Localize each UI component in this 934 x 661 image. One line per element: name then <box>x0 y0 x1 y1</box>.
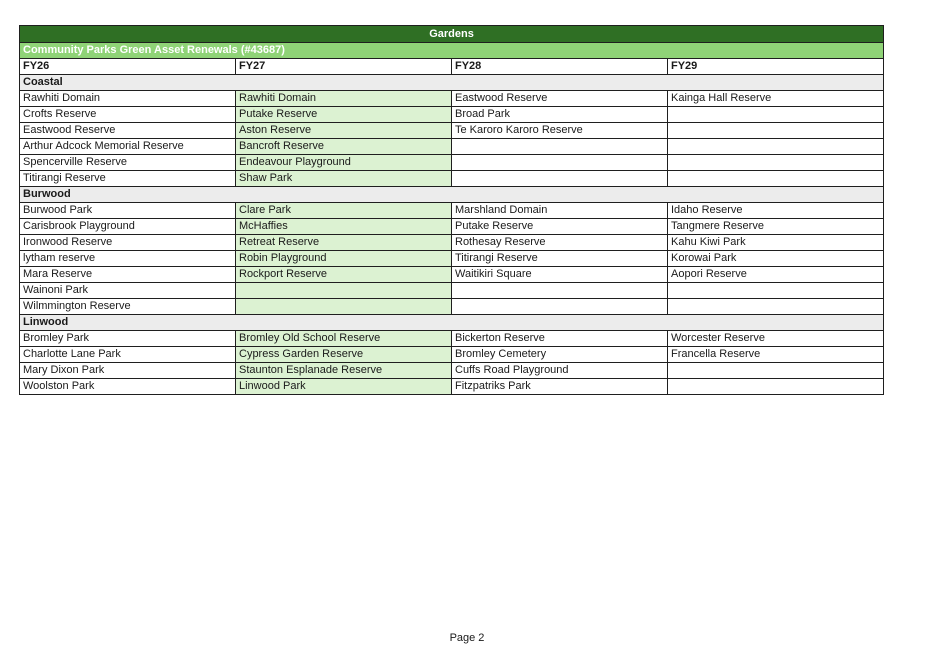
table-cell-fy29: Kainga Hall Reserve <box>668 91 884 107</box>
table-cell-fy26: Mara Reserve <box>20 267 236 283</box>
table-cell-fy28: Te Karoro Karoro Reserve <box>452 123 668 139</box>
table-row <box>20 363 884 379</box>
table-cell-fy28: Putake Reserve <box>452 219 668 235</box>
table-cell-fy28 <box>452 283 668 299</box>
section-header-row <box>20 315 884 331</box>
table-cell-fy29 <box>668 299 884 315</box>
table-row <box>20 235 884 251</box>
table-cell-fy26: Charlotte Lane Park <box>20 347 236 363</box>
gardens-table-body <box>20 26 884 395</box>
table-cell-fy26: Eastwood Reserve <box>20 123 236 139</box>
table-cell-fy26: Spencerville Reserve <box>20 155 236 171</box>
section-header-row <box>20 187 884 203</box>
year-header-row <box>20 59 884 75</box>
table-cell-fy29: Francella Reserve <box>668 347 884 363</box>
section-name: Linwood <box>20 315 884 331</box>
table-row <box>20 91 884 107</box>
section-name: Burwood <box>20 187 884 203</box>
table-cell-fy27 <box>236 299 452 315</box>
table-cell-fy28: Cuffs Road Playground <box>452 363 668 379</box>
table-cell-fy26: Crofts Reserve <box>20 107 236 123</box>
table-cell-fy27: Robin Playground <box>236 251 452 267</box>
gardens-table <box>19 25 884 395</box>
table-row <box>20 171 884 187</box>
table-row <box>20 155 884 171</box>
table-cell-fy26: Wainoni Park <box>20 283 236 299</box>
table-cell-fy26: Mary Dixon Park <box>20 363 236 379</box>
table-cell-fy27: Linwood Park <box>236 379 452 395</box>
table-cell-fy28 <box>452 155 668 171</box>
table-cell-fy29: Tangmere Reserve <box>668 219 884 235</box>
section-name: Coastal <box>20 75 884 91</box>
table-row <box>20 123 884 139</box>
table-cell-fy26: Wilmmington Reserve <box>20 299 236 315</box>
table-cell-fy27: Bancroft Reserve <box>236 139 452 155</box>
table-cell-fy28: Eastwood Reserve <box>452 91 668 107</box>
table-cell-fy28: Titirangi Reserve <box>452 251 668 267</box>
table-cell-fy29: Kahu Kiwi Park <box>668 235 884 251</box>
table-cell-fy29 <box>668 139 884 155</box>
table-cell-fy29 <box>668 155 884 171</box>
table-cell-fy26: Ironwood Reserve <box>20 235 236 251</box>
table-cell-fy27: McHaffies <box>236 219 452 235</box>
table-cell-fy29 <box>668 379 884 395</box>
table-cell-fy26: Burwood Park <box>20 203 236 219</box>
table-row <box>20 267 884 283</box>
table-cell-fy27: Endeavour Playground <box>236 155 452 171</box>
table-cell-fy26: Woolston Park <box>20 379 236 395</box>
table-cell-fy29: Idaho Reserve <box>668 203 884 219</box>
table-cell-fy28: Bickerton Reserve <box>452 331 668 347</box>
table-row <box>20 203 884 219</box>
table-cell-fy28: Broad Park <box>452 107 668 123</box>
page-number: Page 2 <box>449 632 485 644</box>
table-row <box>20 299 884 315</box>
table-cell-fy29: Aopori Reserve <box>668 267 884 283</box>
table-cell-fy29 <box>668 107 884 123</box>
table-cell-fy29 <box>668 363 884 379</box>
title-row <box>20 26 884 43</box>
table-cell-fy29: Korowai Park <box>668 251 884 267</box>
table-cell-fy26: lytham reserve <box>20 251 236 267</box>
table-cell-fy27: Aston Reserve <box>236 123 452 139</box>
table-row <box>20 139 884 155</box>
table-cell-fy28: Marshland Domain <box>452 203 668 219</box>
sheet-subtitle: Community Parks Green Asset Renewals (#43687) <box>20 43 884 59</box>
table-cell-fy28 <box>452 139 668 155</box>
table-cell-fy27: Rawhiti Domain <box>236 91 452 107</box>
table-cell-fy26: Bromley Park <box>20 331 236 347</box>
table-cell-fy26: Rawhiti Domain <box>20 91 236 107</box>
table-row <box>20 379 884 395</box>
table-cell-fy27: Putake Reserve <box>236 107 452 123</box>
table-cell-fy27 <box>236 283 452 299</box>
table-row <box>20 347 884 363</box>
sheet-title: Gardens <box>20 26 884 43</box>
table-cell-fy27: Staunton Esplanade Reserve <box>236 363 452 379</box>
table-row <box>20 107 884 123</box>
table-cell-fy26: Arthur Adcock Memorial Reserve <box>20 139 236 155</box>
subtitle-row <box>20 43 884 59</box>
table-row <box>20 331 884 347</box>
table-cell-fy29 <box>668 123 884 139</box>
table-cell-fy27: Bromley Old School Reserve <box>236 331 452 347</box>
table-cell-fy29: Worcester Reserve <box>668 331 884 347</box>
table-cell-fy27: Shaw Park <box>236 171 452 187</box>
column-header-fy29: FY29 <box>668 59 884 75</box>
table-cell-fy29 <box>668 283 884 299</box>
table-cell-fy27: Rockport Reserve <box>236 267 452 283</box>
table-cell-fy27: Clare Park <box>236 203 452 219</box>
table-cell-fy28 <box>452 299 668 315</box>
table-cell-fy28: Rothesay Reserve <box>452 235 668 251</box>
table-cell-fy28 <box>452 171 668 187</box>
table-row <box>20 251 884 267</box>
table-cell-fy28: Waitikiri Square <box>452 267 668 283</box>
column-header-fy27: FY27 <box>236 59 452 75</box>
table-cell-fy28: Bromley Cemetery <box>452 347 668 363</box>
table-cell-fy29 <box>668 171 884 187</box>
table-cell-fy26: Carisbrook Playground <box>20 219 236 235</box>
table-cell-fy26: Titirangi Reserve <box>20 171 236 187</box>
table-cell-fy27: Cypress Garden Reserve <box>236 347 452 363</box>
table-cell-fy28: Fitzpatriks Park <box>452 379 668 395</box>
table-cell-fy27: Retreat Reserve <box>236 235 452 251</box>
section-header-row <box>20 75 884 91</box>
table-row <box>20 219 884 235</box>
table-row <box>20 283 884 299</box>
column-header-fy26: FY26 <box>20 59 236 75</box>
column-header-fy28: FY28 <box>452 59 668 75</box>
